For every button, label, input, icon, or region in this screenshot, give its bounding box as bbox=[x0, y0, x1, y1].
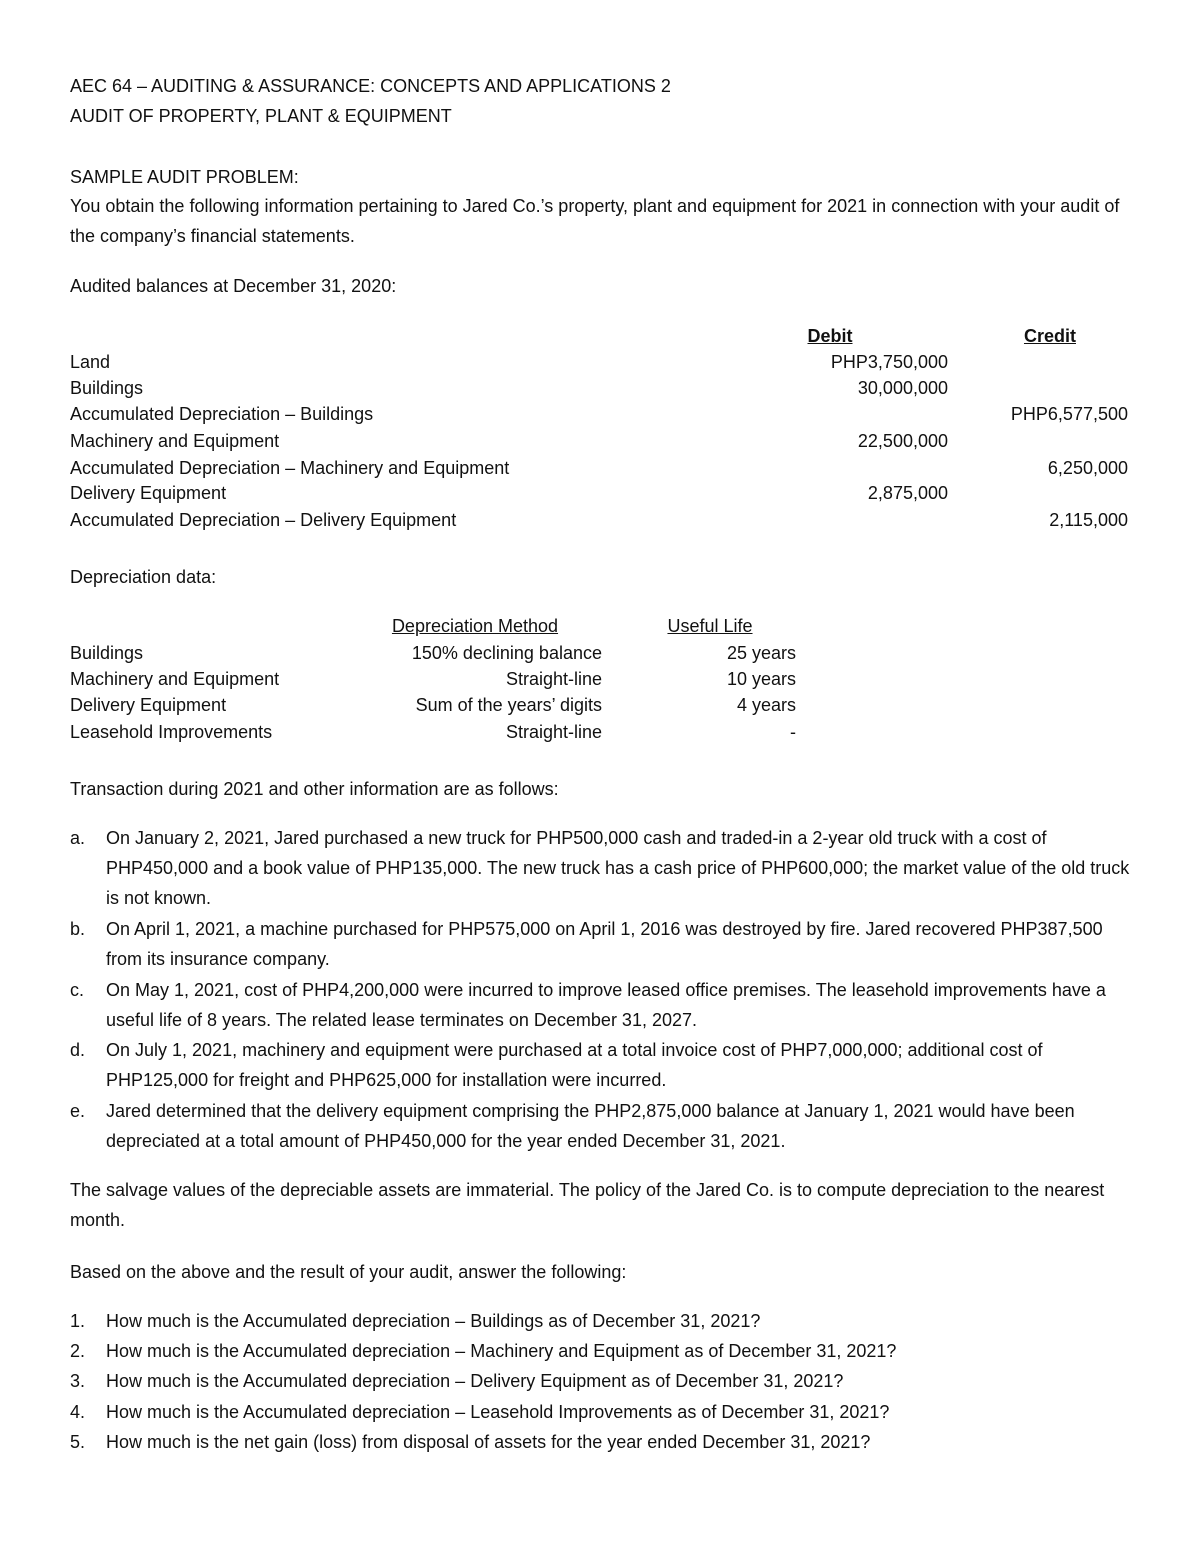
list-marker: 3. bbox=[70, 1371, 86, 1391]
credit-amount: 2,115,000 bbox=[1049, 510, 1128, 530]
account-name: Buildings bbox=[70, 378, 144, 398]
list-item-text: How much is the Accumulated depreciation – Buildings as of December 31, 2021? bbox=[106, 1311, 761, 1331]
useful-life: 4 years bbox=[736, 695, 796, 715]
list-marker: e. bbox=[70, 1101, 86, 1121]
life-header: Useful Life bbox=[667, 616, 753, 636]
list-marker: c. bbox=[70, 980, 85, 1000]
debit-amount: 30,000,000 bbox=[857, 378, 948, 398]
list-item-text: How much is the Accumulated depreciation – Machinery and Equipment as of December 31, 2021? bbox=[106, 1341, 897, 1361]
asset-name: Delivery Equipment bbox=[70, 695, 227, 715]
list-item bbox=[70, 1366, 1130, 1396]
problem-label: SAMPLE AUDIT PROBLEM: bbox=[70, 167, 299, 187]
transactions-title: Transaction during 2021 and other information are as follows: bbox=[70, 779, 559, 799]
list-marker: d. bbox=[70, 1040, 86, 1060]
list-marker: 1. bbox=[70, 1311, 86, 1331]
debit-amount: 2,875,000 bbox=[867, 483, 948, 503]
credit-amount: PHP6,577,500 bbox=[1010, 404, 1128, 424]
account-name: Accumulated Depreciation – Machinery and Equipment bbox=[70, 458, 510, 478]
asset-name: Leasehold Improvements bbox=[70, 722, 273, 742]
intro-paragraph: You obtain the following information pertaining to Jared Co.’s property, plant and equipment for 2021 in connection with your audit of the company’s financial statements. bbox=[70, 196, 1120, 246]
debit-header: Debit bbox=[807, 326, 853, 346]
account-name: Land bbox=[70, 352, 111, 372]
list-item bbox=[70, 1397, 1130, 1427]
list-item-text: On May 1, 2021, cost of PHP4,200,000 were incurred to improve leased office premises. The leasehold improvements have a useful life of 8 years. The related lease terminates on December 31, 2027. bbox=[106, 980, 1106, 1030]
list-item bbox=[70, 1096, 1130, 1156]
method-header: Depreciation Method bbox=[391, 616, 559, 636]
depreciation-title: Depreciation data: bbox=[70, 567, 217, 587]
debit-amount: 22,500,000 bbox=[857, 431, 948, 451]
credit-header: Credit bbox=[1023, 326, 1076, 346]
policy-paragraph: The salvage values of the depreciable assets are immaterial. The policy of the Jared Co. is to compute depreciation to the nearest month. bbox=[70, 1180, 1105, 1230]
asset-name: Machinery and Equipment bbox=[70, 669, 280, 689]
account-name: Machinery and Equipment bbox=[70, 431, 280, 451]
list-item bbox=[70, 823, 1130, 913]
list-item bbox=[70, 914, 1130, 974]
list-marker: a. bbox=[70, 828, 86, 848]
list-item-text: How much is the net gain (loss) from disposal of assets for the year ended December 31, 2021? bbox=[106, 1432, 871, 1452]
list-item-text: On April 1, 2021, a machine purchased for PHP575,000 on April 1, 2016 was destroyed by fire. Jared recovered PHP387,500 from its insurance company. bbox=[106, 919, 1103, 969]
depreciation-method: 150% declining balance bbox=[411, 643, 602, 663]
list-item bbox=[70, 1306, 1130, 1336]
list-item-text: How much is the Accumulated depreciation – Delivery Equipment as of December 31, 2021? bbox=[106, 1371, 844, 1391]
list-item-text: On July 1, 2021, machinery and equipment were purchased at a total invoice cost of PHP7,000,000; additional cost of PHP125,000 for freight and PHP625,000 for installation were incurred. bbox=[106, 1040, 1043, 1090]
useful-life: - bbox=[790, 722, 796, 742]
balances-title: Audited balances at December 31, 2020: bbox=[70, 276, 397, 296]
list-item-text: Jared determined that the delivery equipment comprising the PHP2,875,000 balance at January 1, 2021 would have been depreciated at a total amount of PHP450,000 for the year ended December 31, 2021. bbox=[106, 1101, 1075, 1151]
depreciation-method: Straight-line bbox=[505, 722, 602, 742]
useful-life: 25 years bbox=[726, 643, 796, 663]
debit-amount: PHP3,750,000 bbox=[830, 352, 948, 372]
list-marker: 2. bbox=[70, 1341, 86, 1361]
list-item-text: How much is the Accumulated depreciation – Leasehold Improvements as of December 31, 2021? bbox=[106, 1402, 890, 1422]
account-name: Accumulated Depreciation – Buildings bbox=[70, 404, 374, 424]
useful-life: 10 years bbox=[726, 669, 796, 689]
list-item bbox=[70, 1427, 1130, 1457]
questions-title: Based on the above and the result of your audit, answer the following: bbox=[70, 1262, 627, 1282]
credit-amount: 6,250,000 bbox=[1047, 458, 1128, 478]
list-item bbox=[70, 975, 1130, 1035]
course-title: AEC 64 – AUDITING & ASSURANCE: CONCEPTS AND APPLICATIONS 2 bbox=[70, 76, 671, 96]
list-item-text: On January 2, 2021, Jared purchased a new truck for PHP500,000 cash and traded-in a 2-year old truck with a cost of PHP450,000 and a book value of PHP135,000. The new truck has a cash price of PHP600,000; the market value of the old truck is not known. bbox=[106, 828, 1130, 908]
list-marker: 5. bbox=[70, 1432, 86, 1452]
list-marker: b. bbox=[70, 919, 86, 939]
list-item bbox=[70, 1035, 1130, 1095]
topic-title: AUDIT OF PROPERTY, PLANT & EQUIPMENT bbox=[70, 106, 452, 126]
depreciation-method: Sum of the years’ digits bbox=[415, 695, 602, 715]
list-item bbox=[70, 1336, 1130, 1366]
asset-name: Buildings bbox=[70, 643, 144, 663]
depreciation-method: Straight-line bbox=[505, 669, 602, 689]
account-name: Accumulated Depreciation – Delivery Equipment bbox=[70, 510, 457, 530]
account-name: Delivery Equipment bbox=[70, 483, 227, 503]
list-marker: 4. bbox=[70, 1402, 86, 1422]
